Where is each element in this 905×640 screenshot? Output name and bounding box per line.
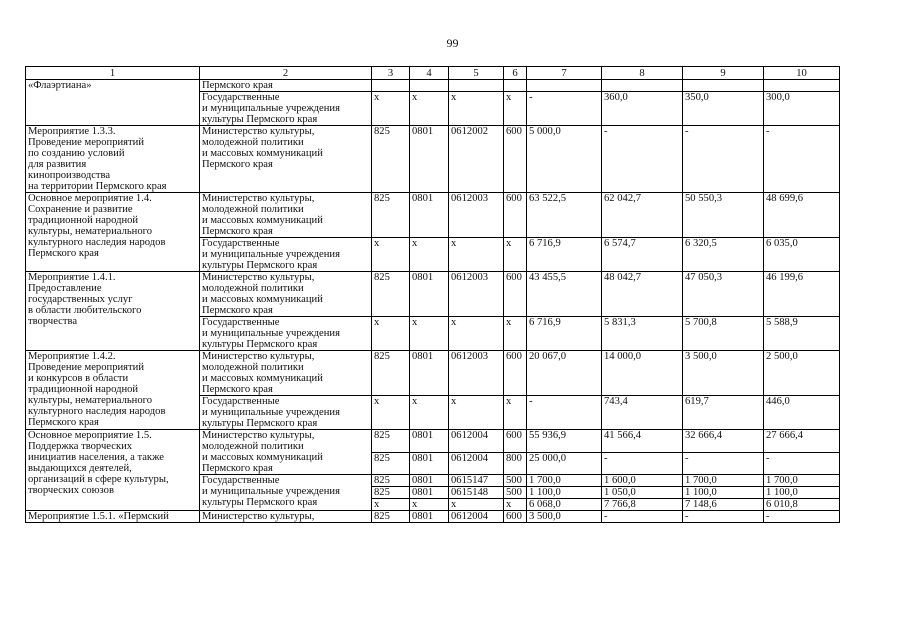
amount-col10: 446,0 [764, 396, 840, 430]
executor-cell: Государственные и муниципальные учреждения культуры Пермского края [200, 317, 372, 351]
amount-col7: - [527, 396, 602, 430]
amount-col9: 47 050,3 [683, 272, 764, 317]
target-code: 0612002 [449, 126, 504, 193]
table-row [26, 511, 840, 523]
column-header-7: 7 [527, 67, 602, 80]
amount-col7: 5 000,0 [527, 126, 602, 193]
amount-col8: 5 831,3 [602, 317, 683, 351]
target-code: x [449, 92, 504, 126]
expense-type [504, 80, 527, 92]
column-header-3: 3 [372, 67, 410, 80]
expense-type: 500 [504, 487, 527, 499]
budget-code: x [372, 92, 410, 126]
budget-code: x [372, 396, 410, 430]
target-code: 0615148 [449, 487, 504, 499]
measure-title: Мероприятие 1.4.2. Проведение мероприятий и конкурсов в области традиционной народной культуры, нематериального культурного наследия народов Пермского края [26, 351, 200, 430]
section-code: 0801 [410, 126, 449, 193]
amount-col9: 619,7 [683, 396, 764, 430]
budget-code: 825 [372, 193, 410, 238]
amount-col8: 1 600,0 [602, 475, 683, 487]
amount-col9: 3 500,0 [683, 351, 764, 396]
section-code: x [410, 238, 449, 272]
target-code: 0612004 [449, 430, 504, 453]
amount-col8: 360,0 [602, 92, 683, 126]
expense-type: x [504, 317, 527, 351]
target-code: 0612003 [449, 351, 504, 396]
amount-col9: 6 320,5 [683, 238, 764, 272]
column-header-10: 10 [764, 67, 840, 80]
amount-col9: 32 666,4 [683, 430, 764, 453]
expense-type: x [504, 238, 527, 272]
section-code: 0801 [410, 475, 449, 487]
amount-col10: 1 100,0 [764, 487, 840, 499]
amount-col9: 7 148,6 [683, 499, 764, 511]
executor-cell: Государственные и муниципальные учреждения культуры Пермского края [200, 475, 372, 511]
amount-col8 [602, 80, 683, 92]
amount-col8: - [602, 511, 683, 523]
target-code: 0612003 [449, 193, 504, 238]
amount-col7: 1 100,0 [527, 487, 602, 499]
executor-cell: Государственные и муниципальные учреждения культуры Пермского края [200, 238, 372, 272]
executor-cell: Министерство культуры, молодежной политики и массовых коммуникаций Пермского края [200, 351, 372, 396]
target-code: 0615147 [449, 475, 504, 487]
section-code: 0801 [410, 272, 449, 317]
expense-type: x [504, 92, 527, 126]
amount-col10: 1 700,0 [764, 475, 840, 487]
amount-col7: 1 700,0 [527, 475, 602, 487]
amount-col8: 6 574,7 [602, 238, 683, 272]
section-code: x [410, 396, 449, 430]
table-body [26, 80, 840, 523]
amount-col7: 6 716,9 [527, 317, 602, 351]
table-row [26, 272, 840, 317]
amount-col7: 6 068,0 [527, 499, 602, 511]
expense-type: 500 [504, 475, 527, 487]
measure-title: Мероприятие 1.4.1. Предоставление государственных услуг в области любительского творчества [26, 272, 200, 351]
measure-title: Основное мероприятие 1.4. Сохранение и развитие традиционной народной культуры, нематериального культурного наследия народов Пермского края [26, 193, 200, 272]
measure-title: Основное мероприятие 1.5. Поддержка творческих инициатив населения, а также выдающихся деятелей, организаций в сфере культуры, творческих союзов [26, 430, 200, 511]
target-code: x [449, 317, 504, 351]
amount-col10 [764, 80, 840, 92]
section-code: 0801 [410, 452, 449, 475]
expense-type: 600 [504, 430, 527, 453]
amount-col9: 5 700,8 [683, 317, 764, 351]
expense-type: x [504, 499, 527, 511]
amount-col10: 5 588,9 [764, 317, 840, 351]
table-row [26, 351, 840, 396]
executor-cell: Министерство культуры, молодежной политики и массовых коммуникаций Пермского края [200, 126, 372, 193]
target-code: x [449, 396, 504, 430]
section-code: 0801 [410, 511, 449, 523]
executor-cell: Министерство культуры, молодежной политики и массовых коммуникаций Пермского края [200, 272, 372, 317]
column-header-1: 1 [26, 67, 200, 80]
section-code: x [410, 317, 449, 351]
amount-col10: 2 500,0 [764, 351, 840, 396]
measure-title: Мероприятие 1.5.1. «Пермский [26, 511, 200, 523]
amount-col8: 41 566,4 [602, 430, 683, 453]
amount-col7: 3 500,0 [527, 511, 602, 523]
amount-col7: 63 522,5 [527, 193, 602, 238]
executor-cell: Государственные и муниципальные учреждения культуры Пермского края [200, 92, 372, 126]
amount-col8: 14 000,0 [602, 351, 683, 396]
section-code: 0801 [410, 487, 449, 499]
amount-col9: 350,0 [683, 92, 764, 126]
budget-code: x [372, 499, 410, 511]
expense-type: 800 [504, 452, 527, 475]
amount-col10: 27 666,4 [764, 430, 840, 453]
budget-code: 825 [372, 126, 410, 193]
executor-cell: Министерство культуры, молодежной политики и массовых коммуникаций Пермского края [200, 193, 372, 238]
measure-title: «Флаэртиана» [26, 80, 200, 126]
section-code: 0801 [410, 430, 449, 453]
column-header-2: 2 [200, 67, 372, 80]
executor-cell: Государственные и муниципальные учреждения культуры Пермского края [200, 396, 372, 430]
budget-code [372, 80, 410, 92]
amount-col9: - [683, 126, 764, 193]
amount-col10: - [764, 126, 840, 193]
amount-col7: - [527, 92, 602, 126]
table-row [26, 193, 840, 238]
expense-type: 600 [504, 193, 527, 238]
amount-col8: 7 766,8 [602, 499, 683, 511]
column-header-5: 5 [449, 67, 504, 80]
target-code [449, 80, 504, 92]
amount-col7: 6 716,9 [527, 238, 602, 272]
amount-col10: 48 699,6 [764, 193, 840, 238]
table-row [26, 80, 840, 92]
amount-col7 [527, 80, 602, 92]
amount-col9: - [683, 452, 764, 475]
section-code [410, 80, 449, 92]
expense-type: 600 [504, 511, 527, 523]
column-header-9: 9 [683, 67, 764, 80]
table-row [26, 126, 840, 193]
column-header-6: 6 [504, 67, 527, 80]
budget-code: 825 [372, 351, 410, 396]
budget-code: x [372, 238, 410, 272]
amount-col7: 20 067,0 [527, 351, 602, 396]
amount-col7: 25 000,0 [527, 452, 602, 475]
target-code: x [449, 499, 504, 511]
budget-table [25, 66, 840, 523]
section-code: x [410, 92, 449, 126]
amount-col7: 43 455,5 [527, 272, 602, 317]
section-code: 0801 [410, 193, 449, 238]
executor-cell: Пермского края [200, 80, 372, 92]
amount-col9 [683, 80, 764, 92]
budget-code: 825 [372, 272, 410, 317]
amount-col9: 1 100,0 [683, 487, 764, 499]
amount-col8: 48 042,7 [602, 272, 683, 317]
amount-col10: - [764, 452, 840, 475]
target-code: 0612004 [449, 452, 504, 475]
header-row [26, 67, 840, 80]
measure-title: Мероприятие 1.3.3. Проведение мероприятий по созданию условий для развития кинопроизводства на территории Пермского края [26, 126, 200, 193]
amount-col7: 55 936,9 [527, 430, 602, 453]
budget-code: 825 [372, 452, 410, 475]
section-code: x [410, 499, 449, 511]
budget-code: 825 [372, 487, 410, 499]
budget-code: 825 [372, 511, 410, 523]
amount-col9: 1 700,0 [683, 475, 764, 487]
amount-col10: 6 035,0 [764, 238, 840, 272]
column-header-4: 4 [410, 67, 449, 80]
budget-code: 825 [372, 430, 410, 453]
table-row [26, 430, 840, 453]
column-header-8: 8 [602, 67, 683, 80]
target-code: x [449, 238, 504, 272]
executor-cell: Министерство культуры, молодежной политики и массовых коммуникаций Пермского края [200, 430, 372, 475]
amount-col8: 743,4 [602, 396, 683, 430]
budget-code: x [372, 317, 410, 351]
amount-col10: 6 010,8 [764, 499, 840, 511]
amount-col8: - [602, 452, 683, 475]
amount-col10: 300,0 [764, 92, 840, 126]
amount-col10: 46 199,6 [764, 272, 840, 317]
amount-col10: - [764, 511, 840, 523]
amount-col9: 50 550,3 [683, 193, 764, 238]
expense-type: x [504, 396, 527, 430]
amount-col8: 62 042,7 [602, 193, 683, 238]
section-code: 0801 [410, 351, 449, 396]
target-code: 0612004 [449, 511, 504, 523]
expense-type: 600 [504, 351, 527, 396]
amount-col8: 1 050,0 [602, 487, 683, 499]
executor-cell: Министерство культуры, [200, 511, 372, 523]
target-code: 0612003 [449, 272, 504, 317]
expense-type: 600 [504, 126, 527, 193]
amount-col9: - [683, 511, 764, 523]
page-number: 99 [446, 36, 459, 50]
expense-type: 600 [504, 272, 527, 317]
budget-code: 825 [372, 475, 410, 487]
amount-col8: - [602, 126, 683, 193]
